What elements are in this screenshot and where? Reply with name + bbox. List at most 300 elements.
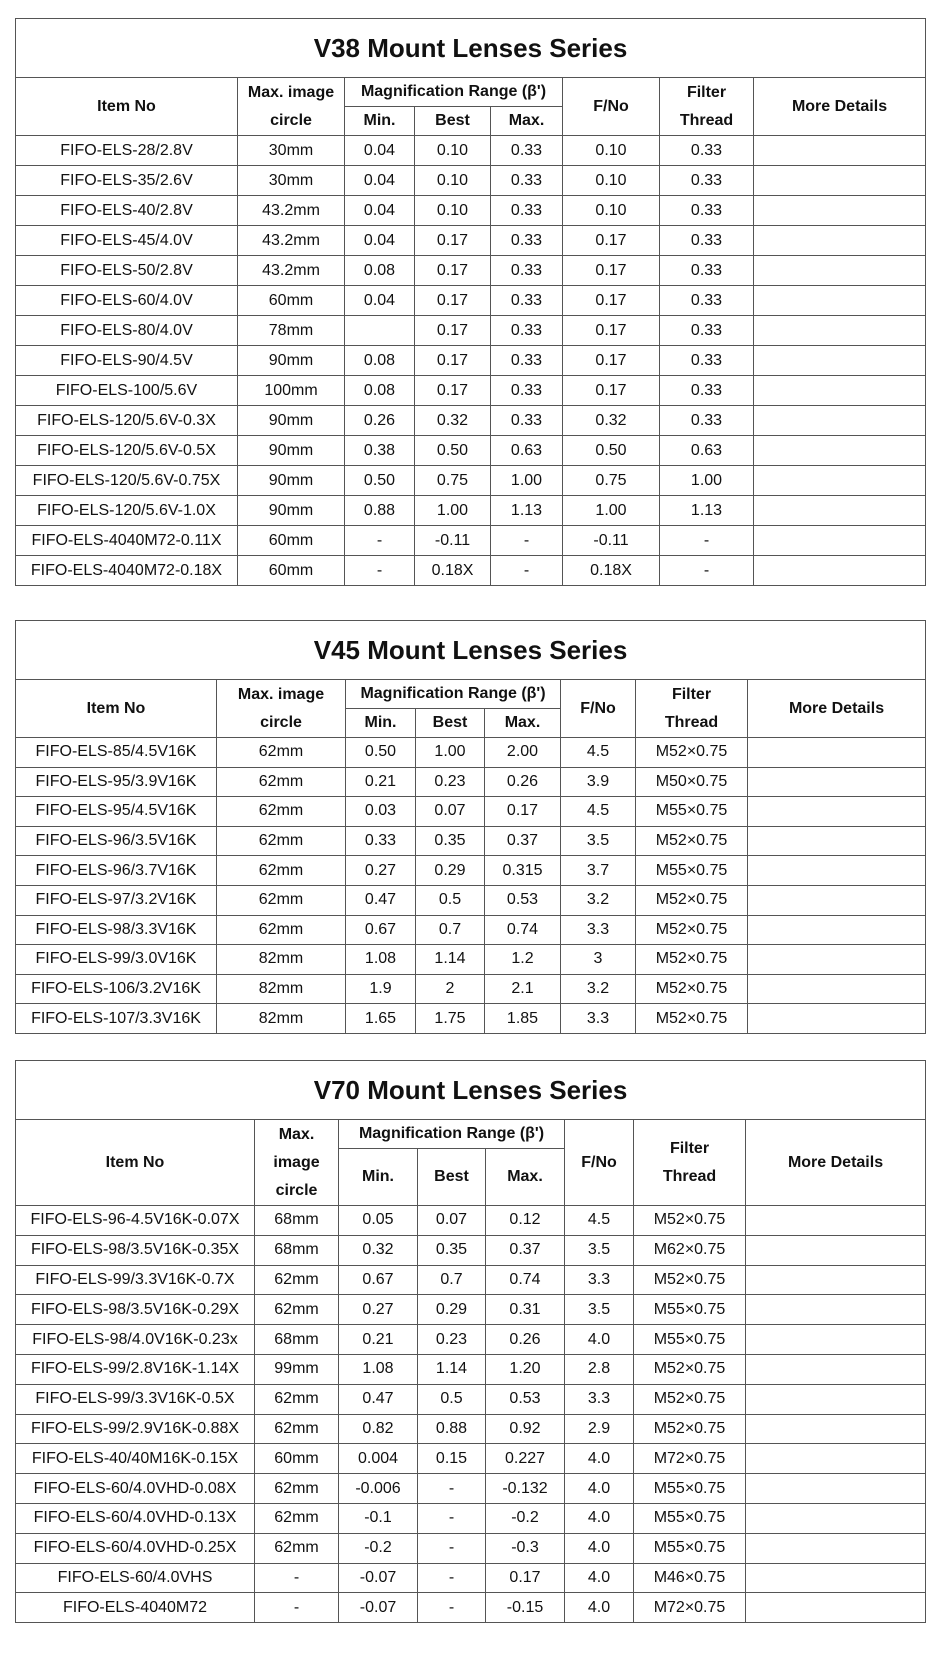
cell-fno: 3 bbox=[561, 945, 636, 975]
cell-fno: 2.8 bbox=[565, 1354, 634, 1384]
cell-item-no: FIFO-ELS-35/2.6V bbox=[16, 166, 238, 196]
cell-fno: 0.17 bbox=[563, 286, 660, 316]
cell-fno: 4.0 bbox=[565, 1325, 634, 1355]
table-row bbox=[16, 526, 926, 556]
cell-max: -0.15 bbox=[486, 1593, 565, 1623]
cell-max-image-circle: 62mm bbox=[255, 1533, 339, 1563]
cell-item-no: FIFO-ELS-95/4.5V16K bbox=[16, 797, 217, 827]
cell-more-details[interactable] bbox=[754, 196, 926, 226]
cell-more-details[interactable] bbox=[746, 1503, 926, 1533]
cell-more-details[interactable] bbox=[748, 767, 926, 797]
cell-item-no: FIFO-ELS-99/3.3V16K-0.5X bbox=[16, 1384, 255, 1414]
table-row bbox=[16, 1004, 926, 1034]
cell-best: 0.10 bbox=[415, 136, 491, 166]
header-best: Best bbox=[418, 1149, 486, 1206]
cell-max-image-circle: 90mm bbox=[238, 466, 345, 496]
cell-best: 0.50 bbox=[415, 436, 491, 466]
cell-max-image-circle: 62mm bbox=[217, 767, 346, 797]
cell-item-no: FIFO-ELS-40/2.8V bbox=[16, 196, 238, 226]
cell-more-details[interactable] bbox=[746, 1265, 926, 1295]
cell-more-details[interactable] bbox=[748, 945, 926, 975]
cell-item-no: FIFO-ELS-96-4.5V16K-0.07X bbox=[16, 1206, 255, 1236]
cell-more-details[interactable] bbox=[754, 406, 926, 436]
header-min: Min. bbox=[345, 107, 415, 136]
cell-max-image-circle: 62mm bbox=[255, 1414, 339, 1444]
cell-max-image-circle: 68mm bbox=[255, 1325, 339, 1355]
cell-best: - bbox=[418, 1593, 486, 1623]
cell-filter-thread: M52×0.75 bbox=[634, 1206, 746, 1236]
cell-best: 0.07 bbox=[416, 797, 485, 827]
cell-min: -0.07 bbox=[339, 1563, 418, 1593]
header-fno: F/No bbox=[561, 680, 636, 738]
table-row bbox=[16, 346, 926, 376]
cell-best: 0.29 bbox=[418, 1295, 486, 1325]
cell-min: 0.67 bbox=[339, 1265, 418, 1295]
cell-best: 0.7 bbox=[416, 915, 485, 945]
table-row bbox=[16, 1474, 926, 1504]
cell-fno: 3.3 bbox=[565, 1265, 634, 1295]
cell-more-details[interactable] bbox=[748, 915, 926, 945]
cell-best: 0.88 bbox=[418, 1414, 486, 1444]
header-max-image-circle: Max. image circle bbox=[255, 1120, 339, 1206]
cell-max: 0.74 bbox=[486, 1265, 565, 1295]
cell-more-details[interactable] bbox=[754, 556, 926, 586]
table-row bbox=[16, 136, 926, 166]
v38-lens-table bbox=[15, 18, 926, 586]
cell-max: 0.31 bbox=[486, 1295, 565, 1325]
cell-filter-thread: M52×0.75 bbox=[636, 915, 748, 945]
cell-best: 1.75 bbox=[416, 1004, 485, 1034]
cell-more-details[interactable] bbox=[748, 826, 926, 856]
cell-best: 0.17 bbox=[415, 316, 491, 346]
cell-best: 0.75 bbox=[415, 466, 491, 496]
cell-filter-thread: 0.33 bbox=[660, 256, 754, 286]
header-magnification-range: Magnification Range (β') bbox=[339, 1120, 565, 1149]
cell-max: 0.33 bbox=[491, 406, 563, 436]
cell-fno: 3.5 bbox=[561, 826, 636, 856]
table-row bbox=[16, 406, 926, 436]
cell-more-details[interactable] bbox=[746, 1593, 926, 1623]
cell-filter-thread: M52×0.75 bbox=[634, 1354, 746, 1384]
cell-max: 0.17 bbox=[486, 1563, 565, 1593]
cell-item-no: FIFO-ELS-60/4.0VHD-0.13X bbox=[16, 1503, 255, 1533]
cell-more-details[interactable] bbox=[754, 166, 926, 196]
header-item-no: Item No bbox=[16, 1120, 255, 1206]
cell-filter-thread: M52×0.75 bbox=[636, 1004, 748, 1034]
header-min: Min. bbox=[346, 709, 416, 738]
cell-min: 1.9 bbox=[346, 974, 416, 1004]
cell-max-image-circle: 90mm bbox=[238, 406, 345, 436]
cell-fno: -0.11 bbox=[563, 526, 660, 556]
header-item-no: Item No bbox=[16, 78, 238, 136]
table-row bbox=[16, 496, 926, 526]
table-row bbox=[16, 1206, 926, 1236]
cell-max-image-circle: 43.2mm bbox=[238, 256, 345, 286]
cell-more-details[interactable] bbox=[746, 1384, 926, 1414]
cell-max: 1.85 bbox=[485, 1004, 561, 1034]
cell-min: - bbox=[345, 526, 415, 556]
cell-fno: 3.5 bbox=[565, 1295, 634, 1325]
cell-best: 0.17 bbox=[415, 256, 491, 286]
cell-filter-thread: M55×0.75 bbox=[634, 1474, 746, 1504]
cell-filter-thread: 0.33 bbox=[660, 286, 754, 316]
header-filter-thread: Filter Thread bbox=[634, 1120, 746, 1206]
cell-max-image-circle: 62mm bbox=[217, 738, 346, 768]
cell-max: 0.33 bbox=[491, 196, 563, 226]
cell-more-details[interactable] bbox=[746, 1325, 926, 1355]
cell-max: 0.33 bbox=[491, 346, 563, 376]
cell-more-details[interactable] bbox=[754, 376, 926, 406]
cell-filter-thread: M52×0.75 bbox=[634, 1265, 746, 1295]
cell-max: - bbox=[491, 526, 563, 556]
cell-filter-thread: M50×0.75 bbox=[636, 767, 748, 797]
cell-filter-thread: M55×0.75 bbox=[634, 1503, 746, 1533]
table-row bbox=[16, 556, 926, 586]
table-row bbox=[16, 974, 926, 1004]
cell-filter-thread: 0.33 bbox=[660, 166, 754, 196]
cell-more-details[interactable] bbox=[754, 466, 926, 496]
cell-fno: 4.0 bbox=[565, 1503, 634, 1533]
cell-more-details[interactable] bbox=[746, 1235, 926, 1265]
cell-item-no: FIFO-ELS-120/5.6V-0.5X bbox=[16, 436, 238, 466]
cell-min: -0.1 bbox=[339, 1503, 418, 1533]
cell-max: 2.00 bbox=[485, 738, 561, 768]
cell-item-no: FIFO-ELS-97/3.2V16K bbox=[16, 885, 217, 915]
cell-more-details[interactable] bbox=[746, 1354, 926, 1384]
cell-item-no: FIFO-ELS-90/4.5V bbox=[16, 346, 238, 376]
cell-fno: 0.10 bbox=[563, 136, 660, 166]
cell-max: 1.00 bbox=[491, 466, 563, 496]
cell-min: 0.21 bbox=[346, 767, 416, 797]
cell-min: 0.32 bbox=[339, 1235, 418, 1265]
cell-min: 1.08 bbox=[339, 1354, 418, 1384]
cell-more-details[interactable] bbox=[748, 1004, 926, 1034]
cell-fno: 4.5 bbox=[561, 797, 636, 827]
cell-best: 0.23 bbox=[416, 767, 485, 797]
cell-best: 1.00 bbox=[415, 496, 491, 526]
cell-item-no: FIFO-ELS-99/2.8V16K-1.14X bbox=[16, 1354, 255, 1384]
cell-best: 2 bbox=[416, 974, 485, 1004]
cell-more-details[interactable] bbox=[746, 1295, 926, 1325]
cell-item-no: FIFO-ELS-45/4.0V bbox=[16, 226, 238, 256]
cell-filter-thread: M55×0.75 bbox=[634, 1533, 746, 1563]
cell-fno: 3.3 bbox=[561, 1004, 636, 1034]
table-row bbox=[16, 738, 926, 768]
cell-fno: 2.9 bbox=[565, 1414, 634, 1444]
cell-min: 1.65 bbox=[346, 1004, 416, 1034]
cell-more-details[interactable] bbox=[754, 436, 926, 466]
cell-max-image-circle: 62mm bbox=[217, 856, 346, 886]
cell-max-image-circle: 90mm bbox=[238, 436, 345, 466]
cell-filter-thread: M52×0.75 bbox=[634, 1384, 746, 1414]
cell-max: 0.33 bbox=[491, 136, 563, 166]
cell-best: 0.10 bbox=[415, 196, 491, 226]
cell-more-details[interactable] bbox=[746, 1444, 926, 1474]
cell-max: 0.53 bbox=[486, 1384, 565, 1414]
cell-more-details[interactable] bbox=[754, 316, 926, 346]
cell-filter-thread: - bbox=[660, 556, 754, 586]
cell-item-no: FIFO-ELS-98/3.5V16K-0.29X bbox=[16, 1295, 255, 1325]
cell-max: 0.33 bbox=[491, 166, 563, 196]
table-row bbox=[16, 856, 926, 886]
v70-lens-table bbox=[15, 1060, 926, 1623]
cell-item-no: FIFO-ELS-99/2.9V16K-0.88X bbox=[16, 1414, 255, 1444]
cell-fno: 3.3 bbox=[561, 915, 636, 945]
cell-item-no: FIFO-ELS-60/4.0VHD-0.25X bbox=[16, 1533, 255, 1563]
cell-item-no: FIFO-ELS-107/3.3V16K bbox=[16, 1004, 217, 1034]
cell-best: 1.14 bbox=[416, 945, 485, 975]
cell-max-image-circle: 60mm bbox=[238, 556, 345, 586]
table-row bbox=[16, 885, 926, 915]
cell-max-image-circle: 62mm bbox=[217, 797, 346, 827]
cell-min: 0.04 bbox=[345, 136, 415, 166]
table-row bbox=[16, 376, 926, 406]
cell-fno: 0.17 bbox=[563, 316, 660, 346]
cell-more-details[interactable] bbox=[754, 256, 926, 286]
cell-max-image-circle: 62mm bbox=[217, 885, 346, 915]
cell-best: 0.5 bbox=[416, 885, 485, 915]
cell-best: - bbox=[418, 1503, 486, 1533]
cell-fno: 0.17 bbox=[563, 376, 660, 406]
header-max-image-circle: Max. image circle bbox=[217, 680, 346, 738]
table-row bbox=[16, 1265, 926, 1295]
cell-max-image-circle: 62mm bbox=[255, 1265, 339, 1295]
header-filter-thread: Filter Thread bbox=[636, 680, 748, 738]
cell-best: 0.35 bbox=[416, 826, 485, 856]
cell-filter-thread: M52×0.75 bbox=[634, 1414, 746, 1444]
cell-item-no: FIFO-ELS-96/3.7V16K bbox=[16, 856, 217, 886]
cell-more-details[interactable] bbox=[746, 1474, 926, 1504]
cell-item-no: FIFO-ELS-120/5.6V-1.0X bbox=[16, 496, 238, 526]
cell-more-details[interactable] bbox=[748, 885, 926, 915]
table-row bbox=[16, 945, 926, 975]
table-title: V38 Mount Lenses Series bbox=[16, 19, 926, 78]
cell-min: 0.47 bbox=[346, 885, 416, 915]
cell-best: 0.32 bbox=[415, 406, 491, 436]
table-row bbox=[16, 1414, 926, 1444]
cell-item-no: FIFO-ELS-100/5.6V bbox=[16, 376, 238, 406]
cell-more-details[interactable] bbox=[754, 346, 926, 376]
cell-best: 0.35 bbox=[418, 1235, 486, 1265]
cell-filter-thread: M55×0.75 bbox=[634, 1325, 746, 1355]
cell-min: 0.38 bbox=[345, 436, 415, 466]
cell-fno: 3.7 bbox=[561, 856, 636, 886]
cell-min: -0.2 bbox=[339, 1533, 418, 1563]
cell-max: -0.132 bbox=[486, 1474, 565, 1504]
header-max-image-circle: Max. image circle bbox=[238, 78, 345, 136]
header-fno: F/No bbox=[563, 78, 660, 136]
cell-more-details[interactable] bbox=[746, 1414, 926, 1444]
cell-min: 0.004 bbox=[339, 1444, 418, 1474]
cell-max-image-circle: 30mm bbox=[238, 166, 345, 196]
table-row bbox=[16, 797, 926, 827]
table-row bbox=[16, 1354, 926, 1384]
cell-best: 0.15 bbox=[418, 1444, 486, 1474]
cell-item-no: FIFO-ELS-50/2.8V bbox=[16, 256, 238, 286]
cell-fno: 0.17 bbox=[563, 256, 660, 286]
cell-fno: 0.10 bbox=[563, 196, 660, 226]
cell-max: 0.53 bbox=[485, 885, 561, 915]
cell-best: 1.00 bbox=[416, 738, 485, 768]
cell-fno: 3.2 bbox=[561, 885, 636, 915]
table-row bbox=[16, 1235, 926, 1265]
table-row bbox=[16, 196, 926, 226]
cell-item-no: FIFO-ELS-4040M72-0.18X bbox=[16, 556, 238, 586]
cell-item-no: FIFO-ELS-106/3.2V16K bbox=[16, 974, 217, 1004]
header-best: Best bbox=[415, 107, 491, 136]
table-row bbox=[16, 767, 926, 797]
table-row bbox=[16, 256, 926, 286]
header-magnification-range: Magnification Range (β') bbox=[345, 78, 563, 107]
cell-best: - bbox=[418, 1563, 486, 1593]
cell-max: 0.92 bbox=[486, 1414, 565, 1444]
cell-more-details[interactable] bbox=[746, 1563, 926, 1593]
cell-min: 0.04 bbox=[345, 226, 415, 256]
cell-item-no: FIFO-ELS-98/3.5V16K-0.35X bbox=[16, 1235, 255, 1265]
table-row bbox=[16, 1593, 926, 1623]
cell-item-no: FIFO-ELS-95/3.9V16K bbox=[16, 767, 217, 797]
cell-max-image-circle: 90mm bbox=[238, 496, 345, 526]
cell-fno: 4.0 bbox=[565, 1563, 634, 1593]
cell-item-no: FIFO-ELS-99/3.0V16K bbox=[16, 945, 217, 975]
cell-min: 0.88 bbox=[345, 496, 415, 526]
header-item-no: Item No bbox=[16, 680, 217, 738]
cell-filter-thread: M52×0.75 bbox=[636, 885, 748, 915]
cell-filter-thread: 0.33 bbox=[660, 226, 754, 256]
table-row bbox=[16, 466, 926, 496]
cell-max-image-circle: 90mm bbox=[238, 346, 345, 376]
cell-fno: 0.32 bbox=[563, 406, 660, 436]
cell-min: 1.08 bbox=[346, 945, 416, 975]
cell-max: 0.227 bbox=[486, 1444, 565, 1474]
cell-best: 0.5 bbox=[418, 1384, 486, 1414]
v45-lens-table bbox=[15, 620, 926, 1034]
cell-item-no: FIFO-ELS-60/4.0V bbox=[16, 286, 238, 316]
cell-item-no: FIFO-ELS-98/3.3V16K bbox=[16, 915, 217, 945]
table-row bbox=[16, 1533, 926, 1563]
cell-item-no: FIFO-ELS-120/5.6V-0.75X bbox=[16, 466, 238, 496]
cell-fno: 3.3 bbox=[565, 1384, 634, 1414]
cell-filter-thread: 0.33 bbox=[660, 196, 754, 226]
cell-max-image-circle: 68mm bbox=[255, 1235, 339, 1265]
cell-item-no: FIFO-ELS-80/4.0V bbox=[16, 316, 238, 346]
cell-best: 0.17 bbox=[415, 286, 491, 316]
cell-best: 0.10 bbox=[415, 166, 491, 196]
cell-more-details[interactable] bbox=[754, 136, 926, 166]
cell-max-image-circle: - bbox=[255, 1593, 339, 1623]
cell-more-details[interactable] bbox=[748, 797, 926, 827]
cell-fno: 4.0 bbox=[565, 1533, 634, 1563]
cell-min bbox=[345, 316, 415, 346]
cell-item-no: FIFO-ELS-60/4.0VHS bbox=[16, 1563, 255, 1593]
cell-filter-thread: M52×0.75 bbox=[636, 826, 748, 856]
cell-best: 1.14 bbox=[418, 1354, 486, 1384]
cell-item-no: FIFO-ELS-85/4.5V16K bbox=[16, 738, 217, 768]
header-max: Max. bbox=[485, 709, 561, 738]
cell-more-details[interactable] bbox=[748, 974, 926, 1004]
cell-min: 0.50 bbox=[346, 738, 416, 768]
cell-max: 0.33 bbox=[491, 226, 563, 256]
cell-min: 0.04 bbox=[345, 166, 415, 196]
cell-max-image-circle: 30mm bbox=[238, 136, 345, 166]
cell-more-details[interactable] bbox=[754, 526, 926, 556]
cell-filter-thread: M52×0.75 bbox=[636, 945, 748, 975]
cell-more-details[interactable] bbox=[746, 1533, 926, 1563]
cell-min: 0.47 bbox=[339, 1384, 418, 1414]
cell-min: 0.33 bbox=[346, 826, 416, 856]
cell-max-image-circle: 62mm bbox=[255, 1503, 339, 1533]
header-min: Min. bbox=[339, 1149, 418, 1206]
cell-max: 1.2 bbox=[485, 945, 561, 975]
cell-filter-thread: 0.33 bbox=[660, 406, 754, 436]
cell-min: -0.006 bbox=[339, 1474, 418, 1504]
cell-max-image-circle: 68mm bbox=[255, 1206, 339, 1236]
table-row bbox=[16, 226, 926, 256]
cell-more-details[interactable] bbox=[748, 856, 926, 886]
cell-more-details[interactable] bbox=[754, 496, 926, 526]
cell-filter-thread: 0.63 bbox=[660, 436, 754, 466]
cell-max: 0.17 bbox=[485, 797, 561, 827]
cell-max: 0.33 bbox=[491, 316, 563, 346]
table-row bbox=[16, 286, 926, 316]
cell-max-image-circle: 60mm bbox=[255, 1444, 339, 1474]
cell-max-image-circle: 82mm bbox=[217, 1004, 346, 1034]
cell-min: -0.07 bbox=[339, 1593, 418, 1623]
cell-more-details[interactable] bbox=[754, 286, 926, 316]
header-more-details: More Details bbox=[746, 1120, 926, 1206]
table-row bbox=[16, 1295, 926, 1325]
cell-filter-thread: 0.33 bbox=[660, 376, 754, 406]
cell-fno: 4.0 bbox=[565, 1593, 634, 1623]
cell-filter-thread: M52×0.75 bbox=[636, 974, 748, 1004]
cell-best: 0.18X bbox=[415, 556, 491, 586]
cell-best: 0.17 bbox=[415, 376, 491, 406]
cell-fno: 4.0 bbox=[565, 1444, 634, 1474]
table-row bbox=[16, 166, 926, 196]
cell-filter-thread: M52×0.75 bbox=[636, 738, 748, 768]
cell-min: 0.04 bbox=[345, 196, 415, 226]
cell-max-image-circle: 82mm bbox=[217, 974, 346, 1004]
cell-min: 0.26 bbox=[345, 406, 415, 436]
cell-more-details[interactable] bbox=[748, 738, 926, 768]
cell-min: 0.05 bbox=[339, 1206, 418, 1236]
cell-item-no: FIFO-ELS-4040M72-0.11X bbox=[16, 526, 238, 556]
cell-max-image-circle: 43.2mm bbox=[238, 196, 345, 226]
cell-min: 0.82 bbox=[339, 1414, 418, 1444]
cell-max: 0.33 bbox=[491, 256, 563, 286]
table-row bbox=[16, 1444, 926, 1474]
table-row bbox=[16, 1563, 926, 1593]
table-row bbox=[16, 826, 926, 856]
cell-fno: 0.18X bbox=[563, 556, 660, 586]
cell-max: 0.26 bbox=[485, 767, 561, 797]
cell-max-image-circle: 62mm bbox=[255, 1474, 339, 1504]
cell-max: 1.20 bbox=[486, 1354, 565, 1384]
cell-min: 0.27 bbox=[346, 856, 416, 886]
cell-filter-thread: 1.00 bbox=[660, 466, 754, 496]
cell-fno: 0.17 bbox=[563, 346, 660, 376]
cell-min: 0.08 bbox=[345, 376, 415, 406]
cell-filter-thread: M55×0.75 bbox=[634, 1295, 746, 1325]
cell-max-image-circle: 62mm bbox=[255, 1384, 339, 1414]
cell-filter-thread: M62×0.75 bbox=[634, 1235, 746, 1265]
cell-fno: 4.5 bbox=[565, 1206, 634, 1236]
cell-more-details[interactable] bbox=[754, 226, 926, 256]
cell-min: 0.04 bbox=[345, 286, 415, 316]
cell-best: -0.11 bbox=[415, 526, 491, 556]
cell-more-details[interactable] bbox=[746, 1206, 926, 1236]
cell-max-image-circle: 43.2mm bbox=[238, 226, 345, 256]
